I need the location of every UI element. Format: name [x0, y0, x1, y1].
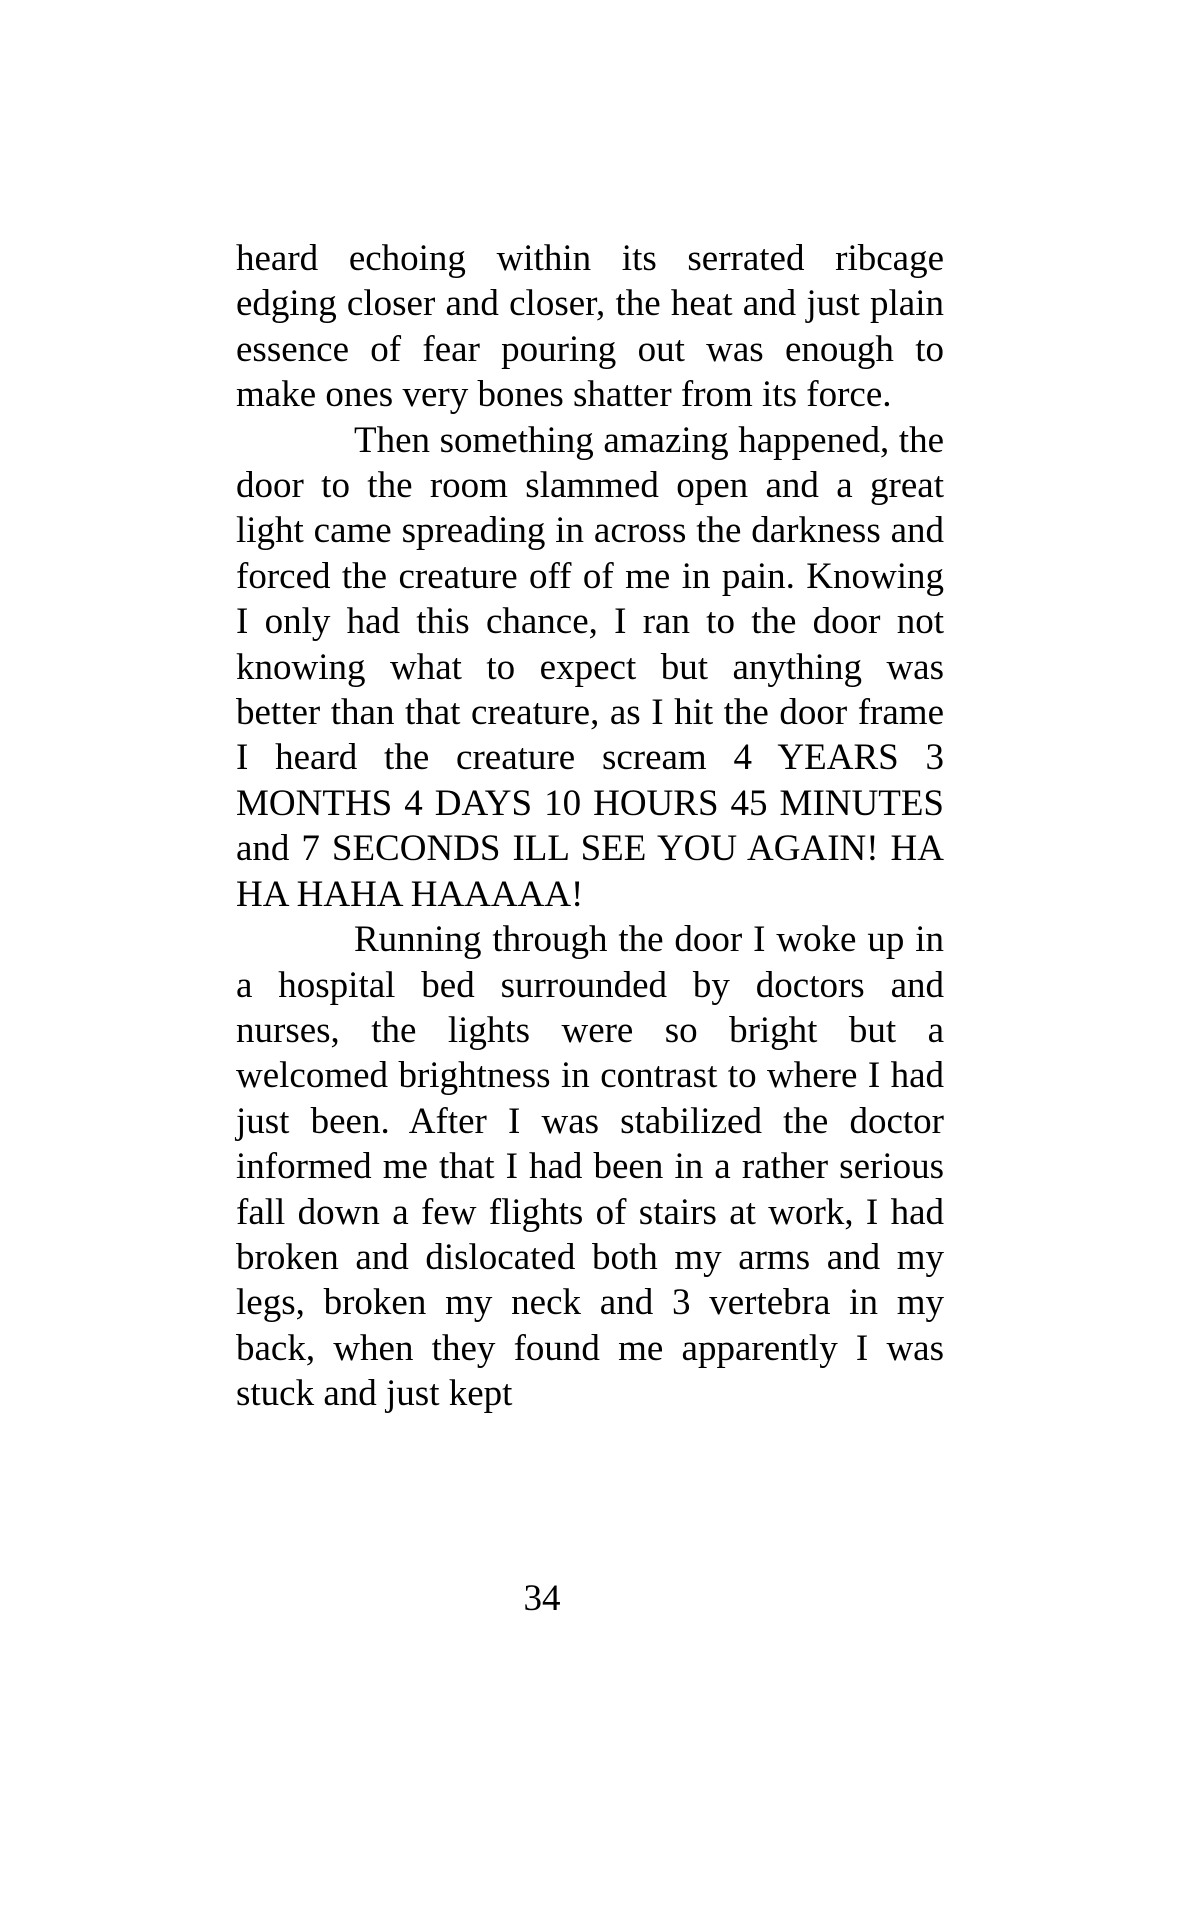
paragraph-2: Then something amazing happened, the door to the room slammed open and a great light came spreading in across the darkness and forced the creature off of me in pain. Knowing I only had this chance, I ran to the door not knowing what to expect but anything was better than that creature, as I hit the door frame I heard the creature scream 4 YEARS 3 MONTHS 4 DAYS 10 HOURS 45 MINUTES and 7 SECONDS ILL SEE YOU AGAIN! HA HA HAHA HAAAAA!: [236, 419, 944, 915]
body-text: [236, 236, 944, 1417]
paragraph-1: heard echoing within its serrated ribcage edging closer and closer, the heat and just plain essence of fear pouring out was enough to make ones very bones shatter from its force.: [236, 238, 944, 416]
paragraph-3: Running through the door I woke up in a hospital bed surrounded by doctors and nurses, the lights were so bright but a welcomed brightness in contrast to where I had just been. After I was stabilized the doctor informed me that I had been in a rather serious fall down a few flights of stairs at work, I had broken and dislocated both my arms and my legs, broken my neck and 3 vertebra in my back, when they found me apparently I was stuck and just kept: [236, 919, 944, 1415]
page-number: 34: [523, 1578, 561, 1619]
